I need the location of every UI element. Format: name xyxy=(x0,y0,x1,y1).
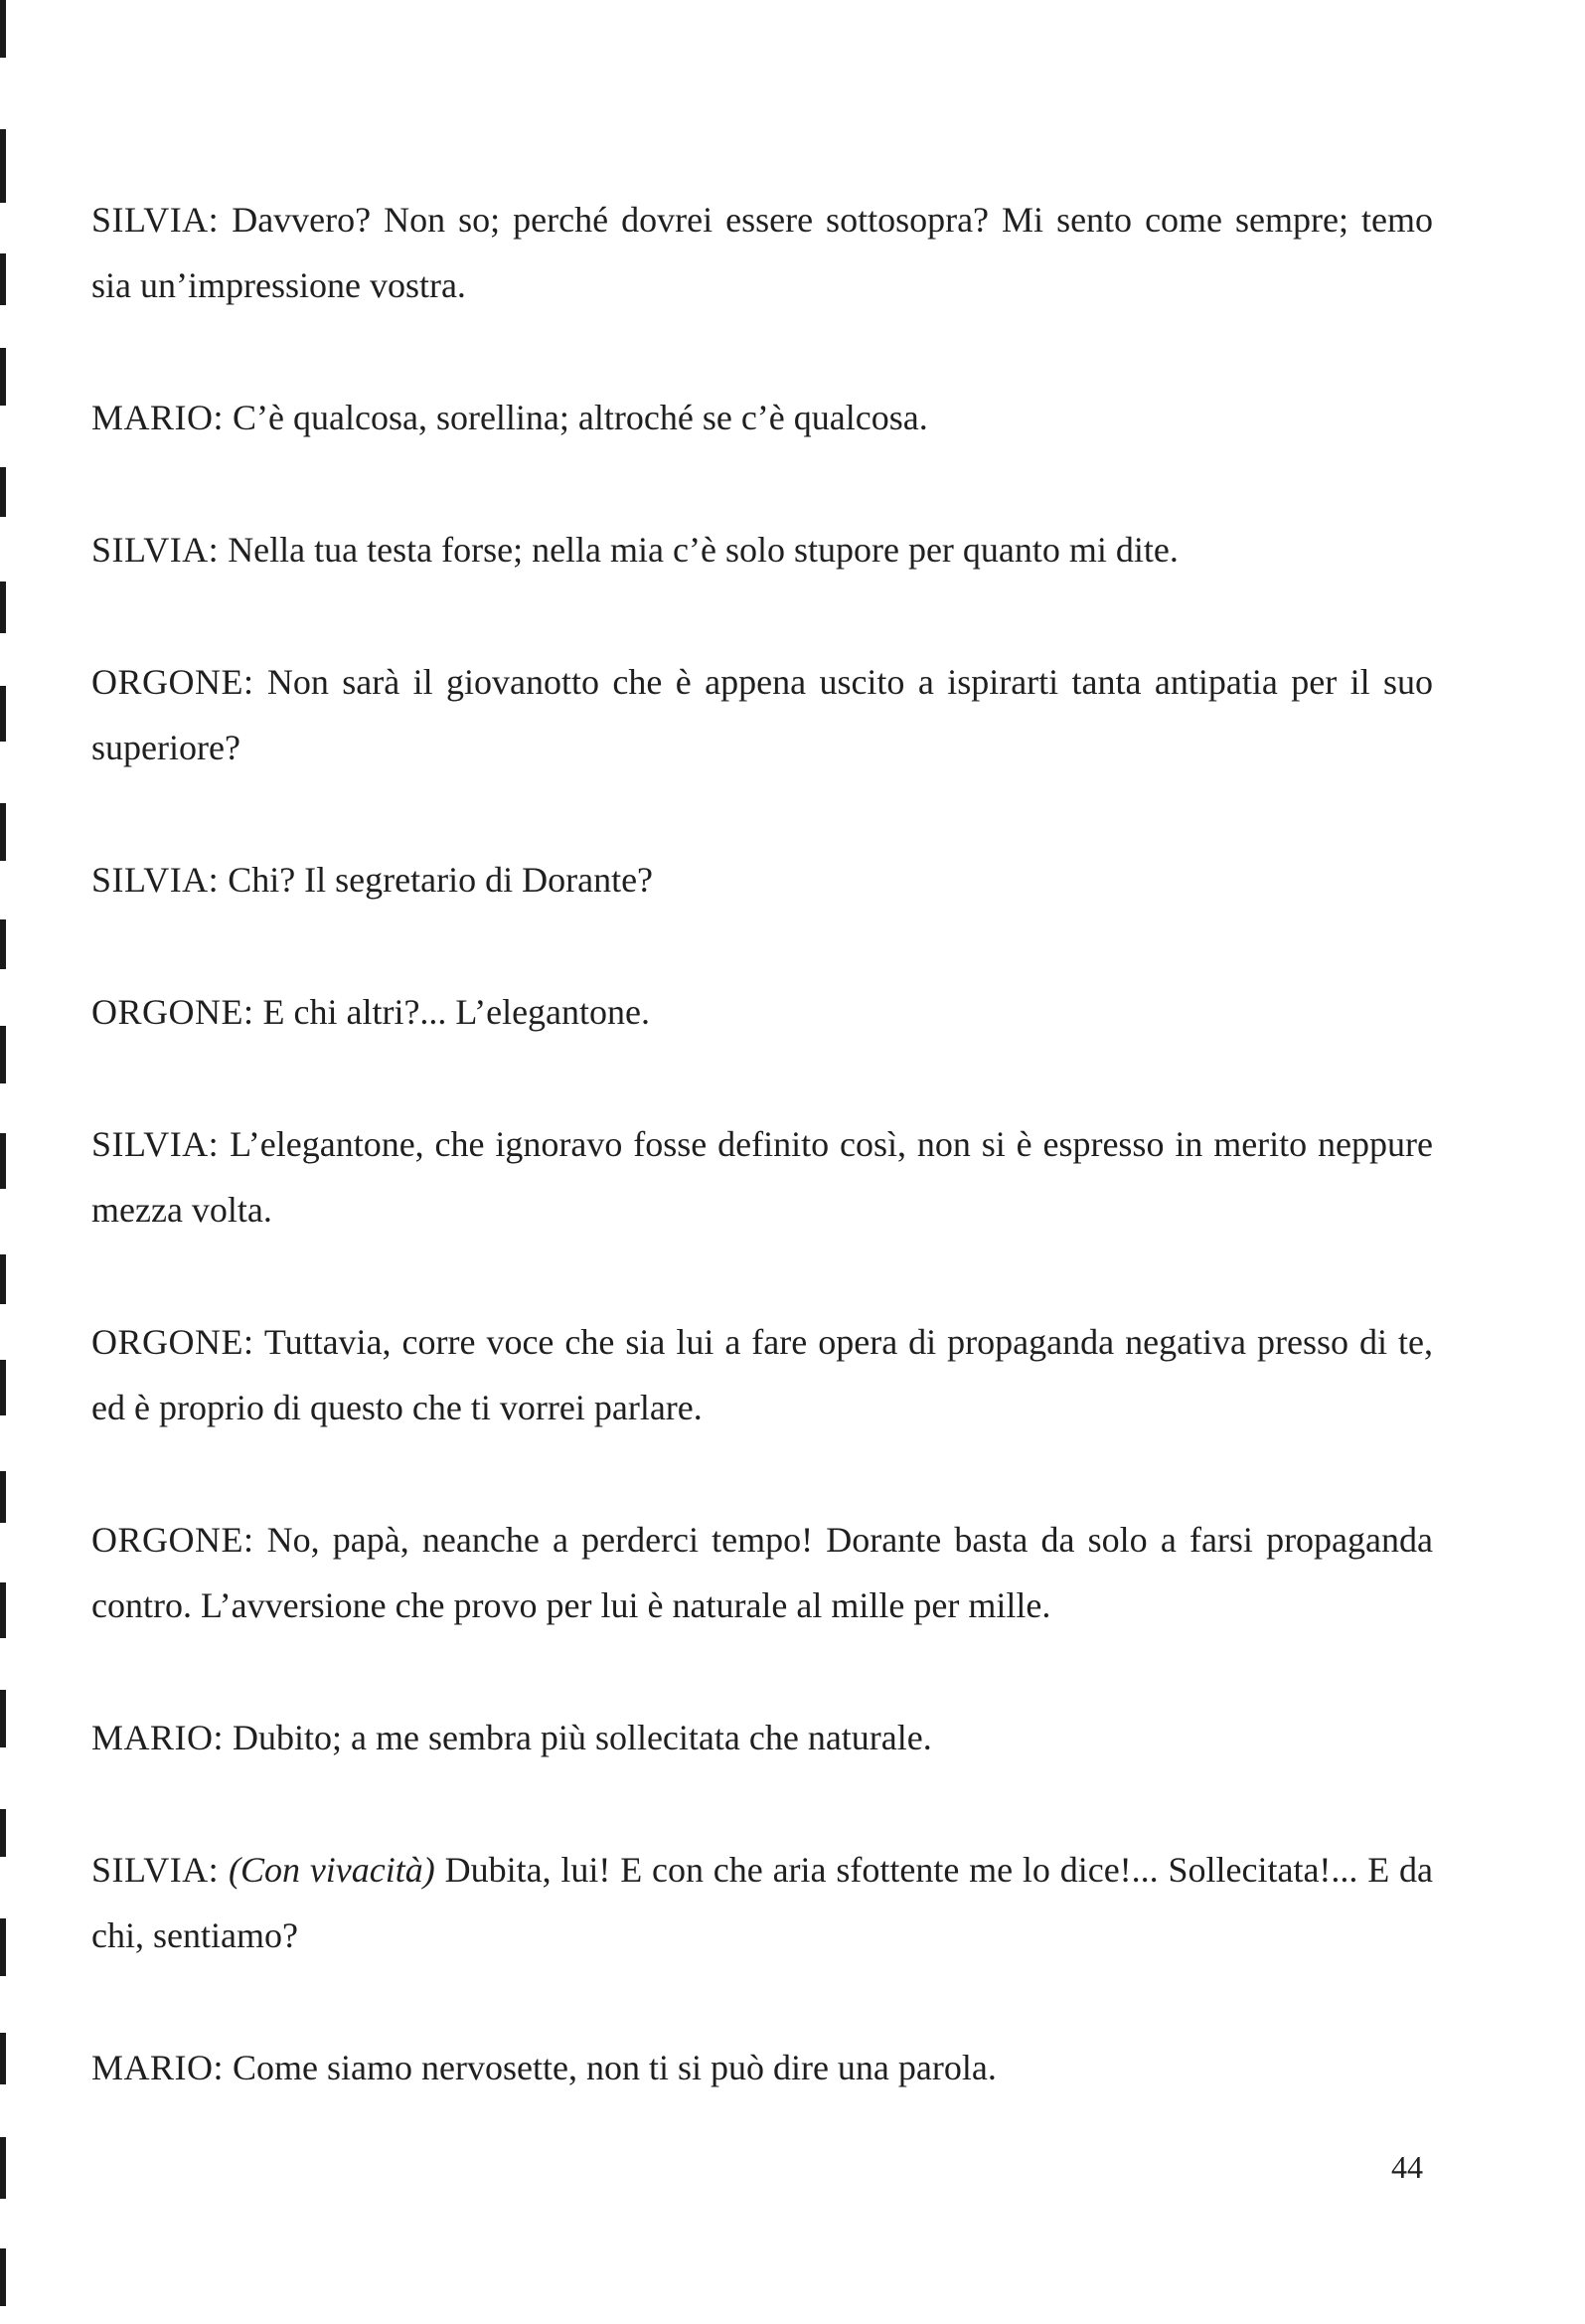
line-text: Tuttavia, corre voce che sia lui a fare opera di propaganda negativa presso di te, ed è proprio di questo che ti vorrei parlare. xyxy=(91,1322,1433,1427)
binding-mark xyxy=(0,1582,6,1638)
stage-direction: (Con vivacità) xyxy=(229,1850,435,1890)
line-text: Non sarà il giovanotto che è appena uscito a ispirarti tanta antipatia per il suo superiore? xyxy=(91,662,1433,767)
binding-mark xyxy=(0,2137,6,2199)
binding-mark xyxy=(0,0,6,58)
dialogue-line xyxy=(91,2035,1433,2100)
speaker-name: MARIO: xyxy=(91,1718,225,1757)
line-text: C’è qualcosa, sorellina; altroché se c’è qualcosa. xyxy=(233,398,928,437)
dialogue-line xyxy=(91,649,1433,780)
dialogue-line xyxy=(91,979,1433,1045)
dialogue-line xyxy=(91,385,1433,450)
page-number: 44 xyxy=(1391,2149,1423,2185)
speaker-name: ORGONE: xyxy=(91,1322,254,1362)
binding-mark xyxy=(0,253,6,305)
script-dialogue xyxy=(91,187,1433,2167)
line-text: L’elegantone, che ignoravo fosse definito così, non si è espresso in merito neppure mezza volta. xyxy=(91,1124,1434,1230)
binding-mark xyxy=(0,1918,6,1976)
dialogue-line xyxy=(91,1507,1433,1638)
line-text: Davvero? Non so; perché dovrei essere sottosopra? Mi sento come sempre; temo sia un’impressione vostra. xyxy=(91,200,1433,305)
binding-mark xyxy=(0,348,6,406)
line-text: No, papà, neanche a perderci tempo! Dorante basta da solo a farsi propaganda contro. L’avversione che provo per lui è naturale al mille per mille. xyxy=(91,1520,1433,1625)
speaker-name: ORGONE: xyxy=(91,992,254,1032)
binding-mark xyxy=(0,2248,6,2306)
speaker-name: MARIO: xyxy=(91,398,225,437)
line-text: Dubita, lui! E con che aria sfottente me lo dice!... Sollecitata!... E da chi, sentiamo? xyxy=(91,1850,1434,1955)
dialogue-line xyxy=(91,1309,1433,1440)
binding-mark xyxy=(0,1133,6,1189)
speaker-name: SILVIA: xyxy=(91,1124,220,1164)
binding-mark xyxy=(0,129,6,203)
line-text: E chi altri?... L’elegantone. xyxy=(262,992,651,1032)
speaker-name: SILVIA: xyxy=(91,1850,220,1890)
speaker-name: SILVIA: xyxy=(91,200,220,240)
dialogue-line xyxy=(91,1111,1433,1243)
speaker-name: ORGONE: xyxy=(91,662,254,702)
dialogue-line xyxy=(91,187,1433,318)
line-text: Nella tua testa forse; nella mia c’è solo stupore per quanto mi dite. xyxy=(228,530,1179,570)
dialogue-line xyxy=(91,847,1433,913)
speaker-name: SILVIA: xyxy=(91,860,220,900)
binding-mark xyxy=(0,919,6,969)
dialogue-line xyxy=(91,517,1433,582)
binding-mark xyxy=(0,1690,6,1747)
binding-mark xyxy=(0,1809,6,1857)
binding-mark xyxy=(0,1026,6,1083)
line-text: Dubito; a me sembra più sollecitata che naturale. xyxy=(233,1718,932,1757)
binding-mark xyxy=(0,1360,6,1415)
speaker-name: ORGONE: xyxy=(91,1520,254,1560)
binding-mark xyxy=(0,803,6,861)
speaker-name: MARIO: xyxy=(91,2048,225,2087)
dialogue-line xyxy=(91,1837,1433,1968)
line-text: Chi? Il segretario di Dorante? xyxy=(228,860,654,900)
binding-mark xyxy=(0,467,6,517)
binding-mark xyxy=(0,686,6,742)
dialogue-line xyxy=(91,1705,1433,1770)
binding-mark xyxy=(0,581,6,633)
binding-mark xyxy=(0,1471,6,1523)
binding-mark xyxy=(0,1254,6,1304)
line-text: Come siamo nervosette, non ti si può dire una parola. xyxy=(233,2048,997,2087)
speaker-name: SILVIA: xyxy=(91,530,220,570)
binding-mark xyxy=(0,2033,6,2084)
binding-edge-marks xyxy=(0,0,12,2324)
